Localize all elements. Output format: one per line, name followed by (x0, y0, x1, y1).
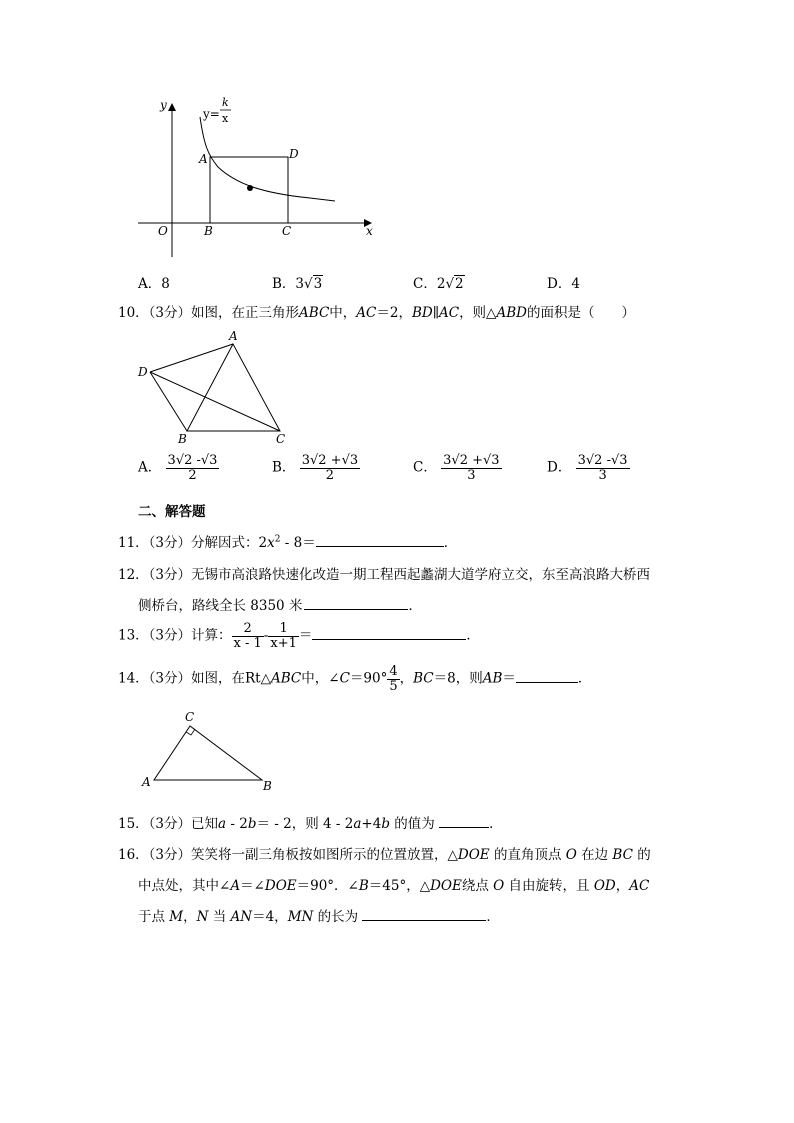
q10-option-b: B． $\frac{3√2 +√3}{2}$ (272, 453, 359, 483)
q16-answer-blank[interactable] (362, 908, 486, 921)
q9-option-c: C．2√2 (413, 276, 464, 292)
q13-answer-blank[interactable] (312, 627, 466, 640)
q10-option-d: D． $\frac{3√2 -√3}{3}$ (547, 453, 628, 483)
label-c: C (276, 432, 286, 446)
q14-answer-blank[interactable] (516, 670, 578, 683)
label-a: A (229, 329, 238, 343)
figure-q14-right-triangle (136, 706, 276, 796)
q9-option-a: A．8 (138, 276, 170, 292)
label-y-axis: y (160, 98, 167, 112)
q9-option-d: D．4 (547, 276, 580, 292)
q13-text: 13．（3分）计算： $\frac{2}{x - 1}$ - $\frac{1}{x+1}$ ＝ ． (118, 621, 480, 651)
figure-q10-triangle (132, 326, 302, 448)
hyperbola-curve (200, 117, 335, 201)
figure-q9-hyperbola (130, 95, 390, 265)
curve-point (247, 185, 253, 191)
label-point-b: B (204, 224, 213, 238)
q15-answer-blank[interactable] (439, 815, 489, 828)
label-x-axis: x (366, 224, 373, 238)
triangle-abc (187, 344, 280, 431)
label-curve-y: y= (203, 107, 220, 121)
q10-option-c: C． $\frac{3√2 +√3}{3}$ (413, 453, 500, 483)
label-b: B (178, 432, 187, 446)
q15-text: 15．（3分）已知a - 2b＝ - 2，则 4 - 2a+4b 的值为 ． (118, 816, 503, 832)
q14-text: 14．（3分）如图，在Rt△ABC中，∠C＝90° $\frac{4}{5}$ ，BC＝8，则AB＝ ． (118, 664, 592, 694)
label-d: D (138, 365, 148, 379)
q9-option-b: B．3√3 (272, 276, 323, 292)
label-curve-k: k (222, 96, 229, 109)
segment-dc (150, 372, 280, 431)
label-a: A (142, 775, 151, 789)
y-axis-arrow (168, 103, 176, 111)
q16-line3: 于点 M，N 当 AN＝4，MN 的长为 ． (138, 909, 500, 925)
label-point-d: D (289, 147, 299, 161)
q10-option-a: A． $\frac{3√2 -√3}{2}$ (138, 453, 218, 483)
label-c: C (185, 710, 195, 724)
q11-text: 11．（3分）分解因式：$2x^2 - 8=$ ． (118, 534, 458, 551)
section-heading: 二、解答题 (138, 504, 206, 520)
q10-text: 10．（3分）如图，在正三角形ABC中，AC＝2，BD∥AC，则△ABD的面积是（ ） (118, 305, 635, 321)
q12-line2: 侧桥台，路线全长 8350 米 ． (138, 598, 422, 614)
label-origin-o: O (158, 224, 168, 238)
q11-answer-blank[interactable] (316, 534, 444, 547)
q16-line1: 16．（3分）笑笑将一副三角板按如图所示的位置放置，△DOE 的直角顶点 O 在边 BC 的 (118, 847, 651, 863)
q12-answer-blank[interactable] (304, 597, 408, 610)
triangle-abc (154, 726, 262, 780)
label-point-c: C (282, 224, 292, 238)
q12-line1: 12．（3分）无锡市高浪路快速化改造一期工程西起蠡湖大道学府立交，东至高浪路大桥西 (118, 567, 651, 583)
label-curve-x: x (222, 112, 229, 125)
label-b: B (263, 779, 272, 793)
q16-line2: 中点处，其中∠A＝∠DOE＝90°．∠B＝45°，△DOE绕点 O 自由旋转，且 OD，AC (138, 878, 650, 894)
label-point-a: A (199, 152, 208, 166)
